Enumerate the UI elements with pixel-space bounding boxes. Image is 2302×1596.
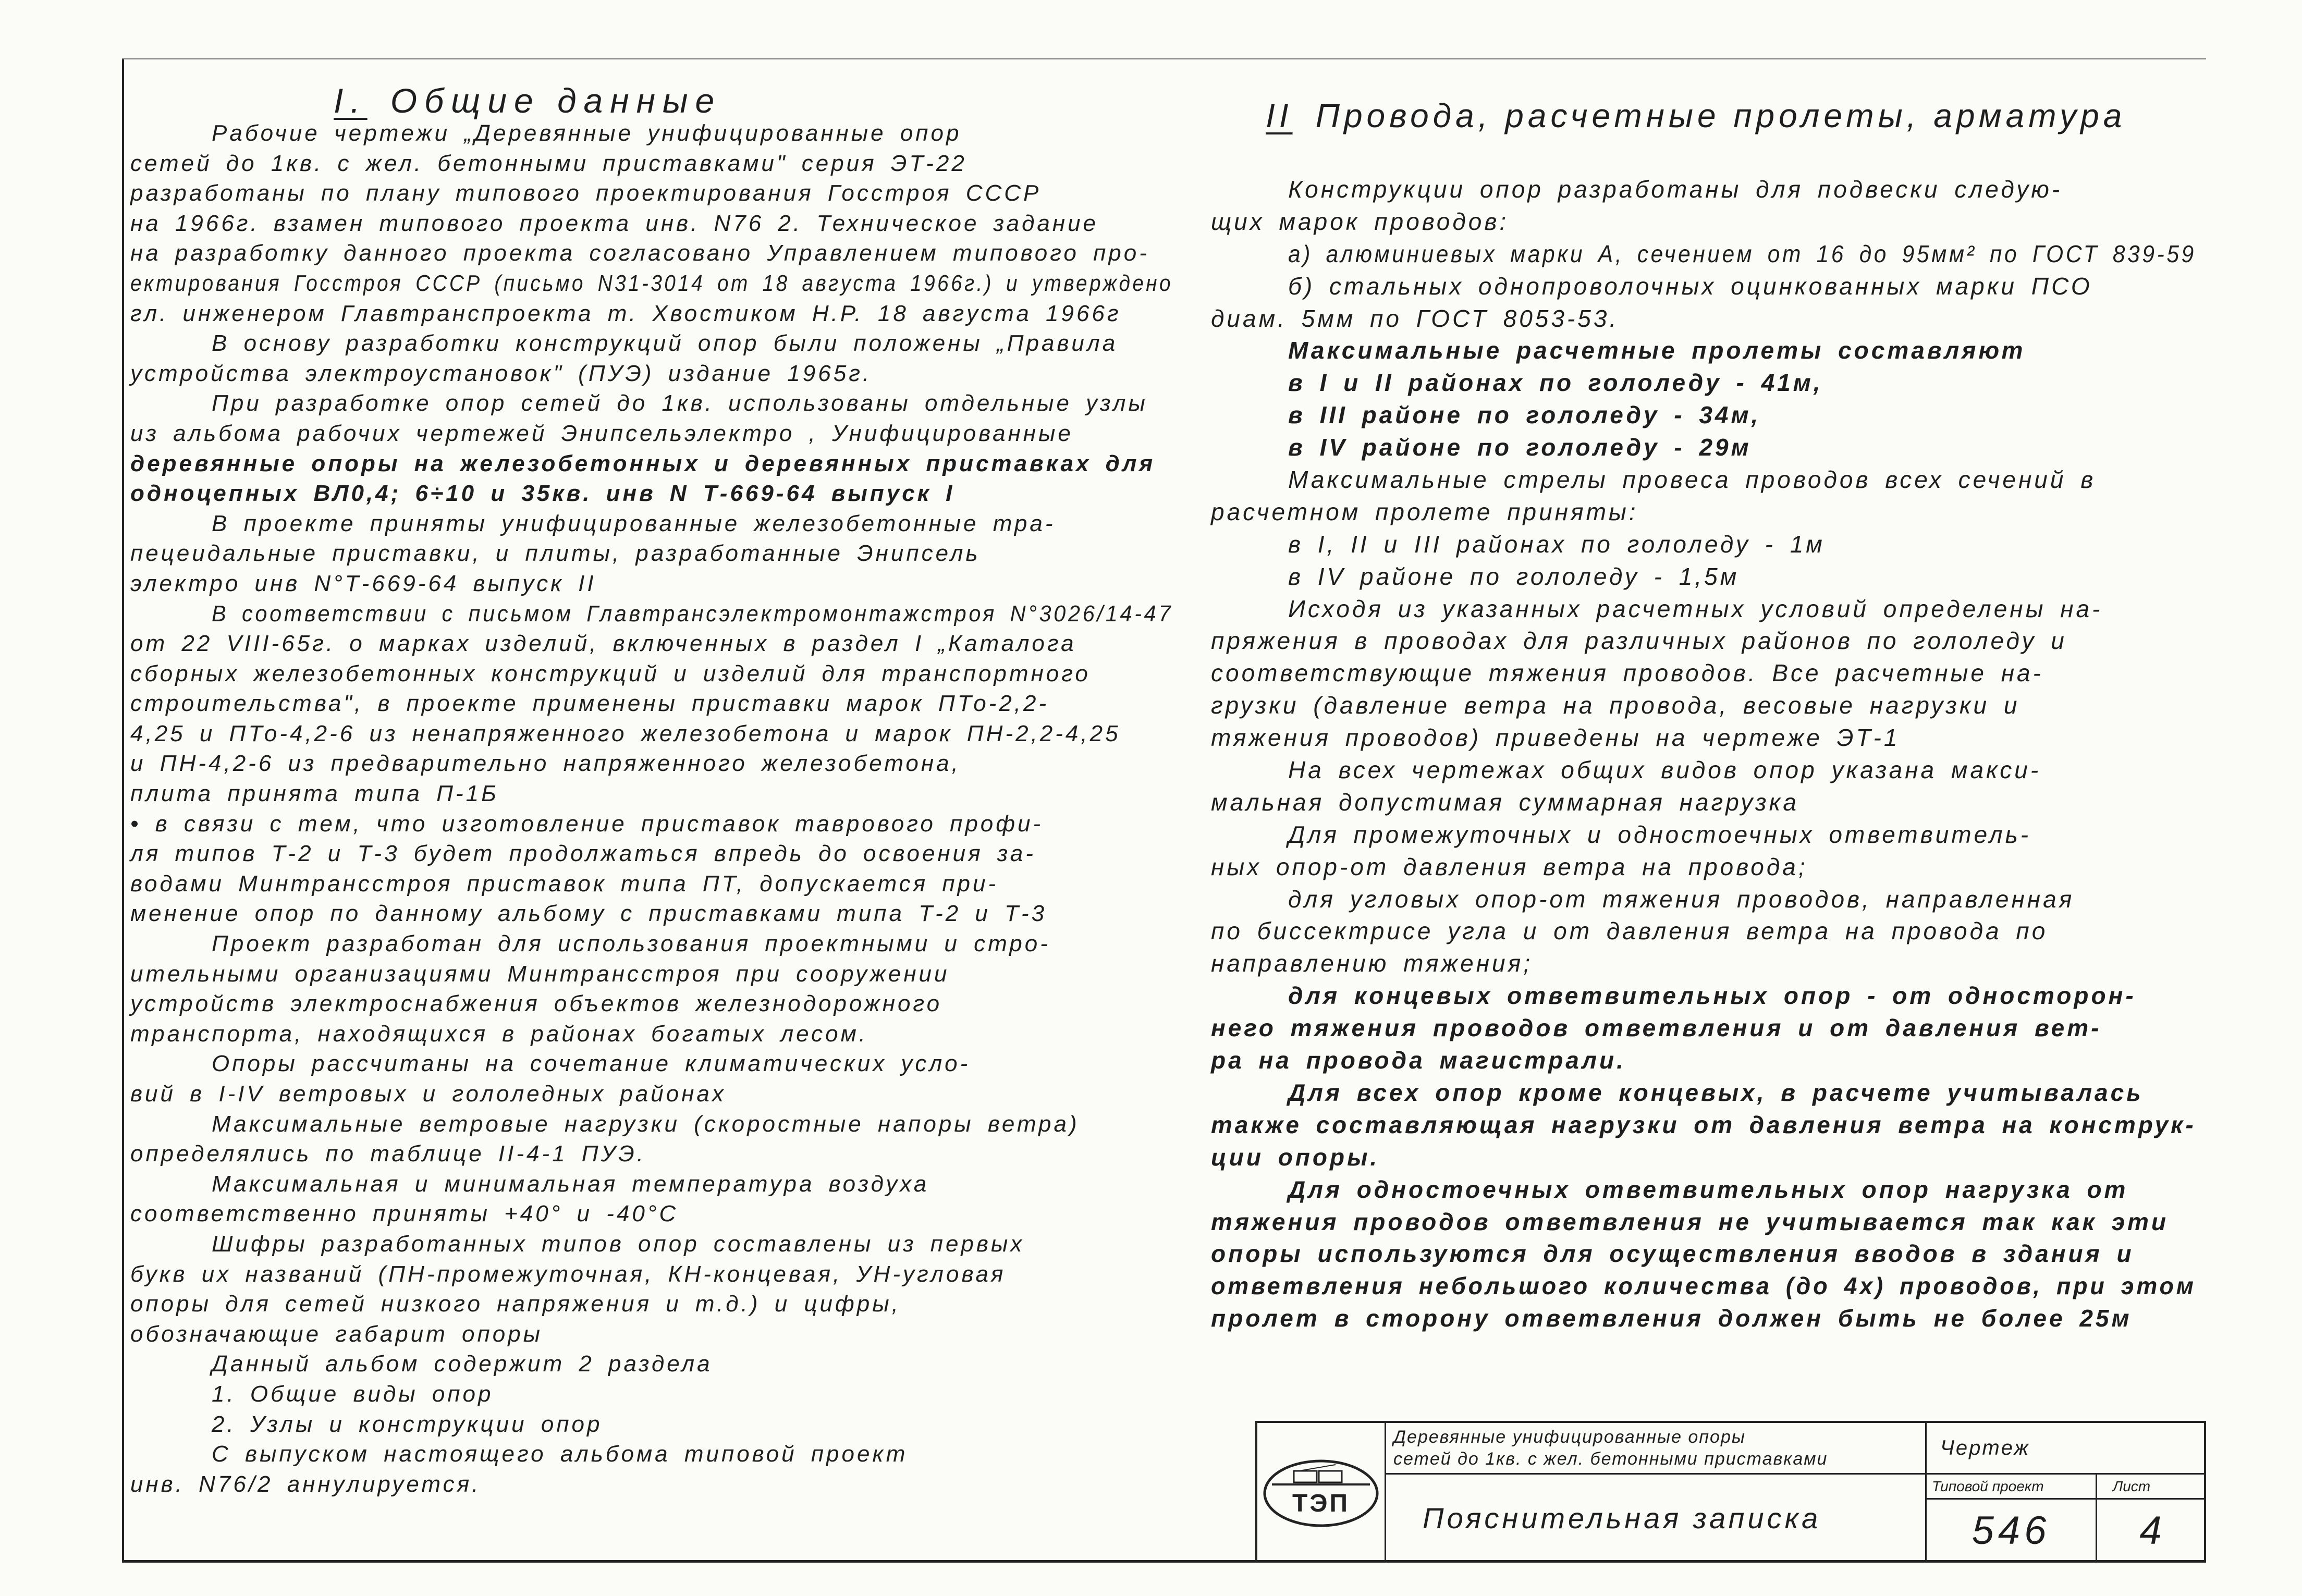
left-text-line-text: на разработку данного проекта согласовано Управлением типового про- <box>130 240 1149 266</box>
right-text-line-text: Максимальные стрелы провеса проводов всех сечений в <box>1288 466 2096 494</box>
sheet-label: Лист <box>2097 1475 2204 1500</box>
right-text-line-text: Для промежуточных и одностоечных ответвитель- <box>1288 820 2031 848</box>
left-text-line <box>130 569 1173 599</box>
right-text-line <box>1211 690 2196 722</box>
right-text-line-text: Исходя из указанных расчетных условий определены на- <box>1288 595 2103 622</box>
left-text-line-text: водами Минтрансстроя приставок типа ПТ, допускается при- <box>130 870 999 897</box>
left-text-line <box>130 1139 1173 1169</box>
right-text-line <box>1211 851 2196 883</box>
left-text-line <box>130 1229 1173 1259</box>
left-text-line-text: устройства электроустановок" (ПУЭ) издание 1965г. <box>130 360 872 386</box>
left-text-line-text: С выпуском настоящего альбома типовой проект <box>212 1441 908 1467</box>
right-text-line <box>1211 657 2196 690</box>
right-text-line <box>1211 367 2196 399</box>
left-text-line-text: строительства", в проекте применены приставки марок ПТо-2,2- <box>130 691 1049 717</box>
logo-cell <box>1257 1423 1386 1562</box>
left-text-line <box>130 388 1173 419</box>
sheet-number: 4 <box>2139 1508 2162 1553</box>
left-text-line-text: Максимальная и минимальная температура воздуха <box>212 1171 929 1197</box>
right-text-line-text: опоры используются для осуществления вводов в здания и <box>1211 1240 2134 1268</box>
right-text-line-text: по биссектрисе угла и от давления ветра на провода по <box>1211 917 2048 945</box>
left-text-line <box>130 449 1173 479</box>
left-text-line-text: гл. инженером Главтранспроекта т. Хвостиком Н.Р. 18 августа 1966г <box>130 300 1121 326</box>
left-text-line-text: опоры для сетей низкого напряжения и т.д.) и цифры, <box>130 1291 901 1317</box>
right-text-line <box>1211 432 2196 464</box>
right-text-line-text: соответствующие тяжения проводов. Все расчетные на- <box>1211 659 2043 687</box>
left-text-line-text: и ПН-4,2-6 из предварительно напряженного железобетона, <box>130 751 961 777</box>
right-text-line <box>1211 529 2196 561</box>
right-text-line <box>1211 980 2196 1012</box>
left-text-line <box>130 719 1173 749</box>
left-text-line <box>130 538 1173 569</box>
left-text-line <box>130 299 1173 329</box>
section-heading: Провода, расчетные пролеты, арматура <box>1315 97 2126 134</box>
left-text-line <box>130 899 1173 929</box>
left-text-line-text: обозначающие габарит опоры <box>130 1321 543 1347</box>
left-text-line <box>130 869 1173 899</box>
right-text-line-text: пролет в сторону ответвления должен быть не более 25м <box>1211 1305 2132 1332</box>
wires-spans-text <box>1211 174 2196 1335</box>
right-text-line <box>1211 1206 2196 1238</box>
left-text-line-text: В соответствии с письмом Главтрансэлектромонтажстроя N°3026/14-47 <box>212 600 1173 627</box>
left-text-line <box>130 149 1173 179</box>
left-text-line-text: инв. N76/2 аннулируется. <box>130 1471 481 1497</box>
right-text-line-text: него тяжения проводов ответвления и от давления вет- <box>1211 1014 2102 1042</box>
right-text-line <box>1211 399 2196 432</box>
left-text-line-text: устройств электроснабжения объектов железнодорожного <box>130 991 942 1017</box>
section-title-inner <box>1266 95 2126 137</box>
right-text-line-text: ных опор-от давления ветра на провода; <box>1211 853 1808 880</box>
left-text-line-text: В основу разработки конструкций опор были положены „Правила <box>212 330 1118 357</box>
frame-border-top <box>122 58 2206 59</box>
left-text-line-text: вий в I-IV ветровых и гололедных районах <box>130 1081 726 1107</box>
left-text-line-text: от 22 VIII-65г. о марках изделий, включенных в раздел I „Каталога <box>130 631 1076 657</box>
left-text-line <box>130 1289 1173 1319</box>
left-text-line-text: 1. Общие виды опор <box>212 1381 494 1407</box>
right-text-line <box>1211 206 2196 238</box>
section-title-wires <box>1266 95 2204 137</box>
right-text-line <box>1211 883 2196 916</box>
right-text-line <box>1211 787 2196 819</box>
logo-text: ТЭП <box>1292 1490 1350 1517</box>
section-number: II <box>1266 97 1293 134</box>
right-text-line-text: грузки (давление ветра на провода, весовые нагрузки и <box>1211 692 2020 719</box>
right-text-line <box>1211 948 2196 980</box>
right-text-line-text: также составляющая нагрузки от давления ветра на конструк- <box>1211 1111 2196 1138</box>
right-text-line-text: в IV районе по гололеду - 1,5м <box>1288 562 1740 590</box>
right-text-line-text: расчетном пролете приняты: <box>1211 498 1638 525</box>
left-text-line <box>130 1409 1173 1440</box>
left-text-line <box>130 178 1173 208</box>
right-text-line-text: в I и II районах по гололеду - 41м, <box>1288 369 1823 397</box>
right-text-line <box>1211 561 2196 593</box>
left-text-line <box>130 659 1173 689</box>
right-text-line-text: б) стальных однопроволочных оцинкованных марки ПСО <box>1288 272 2092 300</box>
left-text-line <box>130 1199 1173 1229</box>
sheet-title: Пояснительная записка <box>1386 1475 1927 1562</box>
left-text-line-text: В проекте приняты унифицированные железобетонные тра- <box>212 510 1056 536</box>
left-text-line <box>130 328 1173 359</box>
right-text-line <box>1211 1238 2196 1270</box>
right-text-line <box>1211 1045 2196 1077</box>
left-text-line <box>130 1349 1173 1379</box>
left-text-line <box>130 929 1173 959</box>
right-text-line <box>1211 238 2196 271</box>
left-text-line <box>130 478 1173 509</box>
left-text-line <box>130 509 1173 539</box>
right-text-line <box>1211 1077 2196 1109</box>
project-label: Типовой проект <box>1927 1475 2097 1500</box>
right-text-line <box>1211 1174 2196 1206</box>
right-text-line-text: Максимальные расчетные пролеты составляют <box>1288 337 2026 364</box>
left-text-line-text: определялись по таблице II-4-1 ПУЭ. <box>130 1141 646 1167</box>
frame-border-left <box>122 58 124 1563</box>
left-text-line-text: Опоры рассчитаны на сочетание климатических усло- <box>212 1051 971 1077</box>
left-text-line-text: букв их названий (ПН-промежуточная, КН-концевая, УН-угловая <box>130 1261 1006 1287</box>
left-text-line-text: Проект разработан для использования проектными и стро- <box>212 931 1050 957</box>
left-text-line <box>130 599 1173 629</box>
right-text-line <box>1211 1012 2196 1045</box>
left-text-line <box>130 1049 1173 1079</box>
album-description-line: сетей до 1кв. с жел. бетонными приставками <box>1393 1449 1828 1469</box>
left-text-line-text: транспорта, находящихся в районах богатых лесом. <box>130 1021 868 1047</box>
organization-logo <box>1257 1423 1382 1560</box>
left-text-line <box>130 1439 1173 1469</box>
right-text-line-text: Для одностоечных ответвительных опор нагрузка от <box>1288 1175 2128 1203</box>
right-text-line <box>1211 335 2196 367</box>
left-text-line-text: 4,25 и ПТо-4,2-6 из ненапряженного железобетона и марок ПН-2,2-4,25 <box>130 720 1121 746</box>
left-text-line-text: соответственно приняты +40° и -40°С <box>130 1201 679 1227</box>
album-description <box>1386 1423 1927 1475</box>
right-text-line-text: Для всех опор кроме концевых, в расчете учитывалась <box>1288 1078 2144 1106</box>
section-number: I. <box>334 81 368 120</box>
right-text-line <box>1211 593 2196 625</box>
left-text-line-text: сетей до 1кв. с жел. бетонными приставками" серия ЭТ-22 <box>130 150 967 176</box>
right-text-line <box>1211 303 2196 335</box>
left-text-line-text: При разработке опор сетей до 1кв. использованы отдельные узлы <box>212 390 1148 416</box>
project-number: 546 <box>1927 1500 2097 1562</box>
left-text-line-text: Данный альбом содержит 2 раздела <box>212 1351 713 1377</box>
right-text-line-text: тяжения проводов ответвления не учитывается так как эти <box>1211 1208 2169 1235</box>
right-text-line-text: щих марок проводов: <box>1211 207 1509 235</box>
right-text-line <box>1211 271 2196 303</box>
right-text-line-text: мальная допустимая суммарная нагрузка <box>1211 788 1799 816</box>
right-text-line-text: Конструкции опор разработаны для подвески следую- <box>1288 176 2063 203</box>
left-text-line <box>130 839 1173 869</box>
left-text-line-text: менение опор по данному альбому с приставками типа Т-2 и Т-3 <box>130 901 1047 927</box>
left-text-line <box>130 1079 1173 1109</box>
right-text-line-text: диам. 5мм по ГОСТ 8053-53. <box>1211 304 1619 332</box>
left-text-line-text: из альбома рабочих чертежей Энипсельэлектро , Унифицированные <box>130 420 1073 446</box>
left-text-line <box>130 1319 1173 1349</box>
left-text-line <box>130 1109 1173 1139</box>
left-text-line <box>130 118 1173 149</box>
right-text-line-text: а) алюминиевых марки А, сечением от 16 до 95мм² по ГОСТ 839-59 <box>1288 240 2196 267</box>
left-text-line <box>130 989 1173 1019</box>
right-text-line <box>1211 625 2196 657</box>
right-text-line <box>1211 464 2196 496</box>
left-text-line <box>130 1379 1173 1409</box>
right-text-line <box>1211 1109 2196 1141</box>
left-text-line <box>130 1019 1173 1049</box>
left-text-line-text: Шифры разработанных типов опор составлены из первых <box>212 1231 1025 1257</box>
left-text-line-text: электро инв N°Т-669-64 выпуск II <box>130 570 596 596</box>
left-text-line-text: ля типов Т-2 и Т-3 будет продолжаться впредь до освоения за- <box>130 841 1036 867</box>
right-text-line-text: в IV районе по гололеду - 29м <box>1288 434 1752 461</box>
left-text-line-text: на 1966г. взамен типового проекта инв. N76 2. Техническое задание <box>130 210 1099 236</box>
section-title-inner <box>334 80 721 121</box>
left-text-line <box>130 1259 1173 1290</box>
general-data-text <box>130 118 1173 1499</box>
left-text-line <box>130 268 1173 299</box>
left-text-line-text: ектирования Госстроя СССР (письмо N31-3014 от 18 августа 1966г.) и утверждено <box>130 270 1173 296</box>
left-text-line <box>130 809 1173 839</box>
right-text-line <box>1211 1141 2196 1174</box>
left-text-line <box>130 1469 1173 1500</box>
right-text-line <box>1211 722 2196 754</box>
left-text-line <box>130 689 1173 719</box>
left-text-line-text: деревянные опоры на железобетонных и деревянных приставках для <box>130 450 1156 476</box>
train-icon <box>1294 1471 1317 1482</box>
left-text-line-text: сборных железобетонных конструкций и изделий для транспортного <box>130 660 1091 686</box>
left-text-line <box>130 629 1173 659</box>
right-text-line-text: в I, II и III районах по гололеду - 1м <box>1288 530 1825 558</box>
right-text-line-text: ра на провода магистрали. <box>1211 1047 1626 1074</box>
right-text-line <box>1211 819 2196 851</box>
drawing-label: Чертеж <box>1927 1423 2204 1475</box>
right-text-line-text: пряжения в проводах для различных районов по гололеду и <box>1211 627 2067 655</box>
right-text-line-text: ответвления небольшого количества (до 4х) проводов, при этом <box>1211 1272 2196 1300</box>
left-text-line <box>130 779 1173 809</box>
left-text-line <box>130 419 1173 449</box>
right-text-line <box>1211 496 2196 529</box>
section-heading: Общие данные <box>390 81 722 120</box>
right-text-line-text: направлению тяжения; <box>1211 950 1533 977</box>
left-text-line-text: • в связи с тем, что изготовление приставок таврового профи- <box>130 811 1044 837</box>
right-text-line <box>1211 174 2196 206</box>
left-text-line-text: плита принята типа П-1Б <box>130 781 499 807</box>
left-text-line-text: 2. Узлы и конструкции опор <box>212 1411 603 1437</box>
right-text-line <box>1211 1270 2196 1303</box>
title-block <box>1255 1421 2206 1562</box>
left-text-line <box>130 208 1173 239</box>
right-text-line <box>1211 915 2196 948</box>
left-text-line-text: пецеидальные приставки, и плиты, разработанные Энипсель <box>130 541 981 567</box>
left-text-line <box>130 238 1173 268</box>
right-text-line-text: На всех чертежах общих видов опор указана макси- <box>1288 756 2041 784</box>
right-text-line-text: тяжения проводов) приведены на чертеже ЭТ-1 <box>1211 724 1900 752</box>
left-text-line <box>130 359 1173 389</box>
left-text-line-text: одноцепных ВЛ0,4; 6÷10 и 35кв. инв N Т-669-64 выпуск I <box>130 481 955 507</box>
right-text-line-text: для угловых опор-от тяжения проводов, направленная <box>1288 885 2075 913</box>
left-text-line-text: Рабочие чертежи „Деревянные унифицированные опор <box>212 120 962 146</box>
section-title-general <box>334 80 1147 121</box>
right-text-line-text: для концевых ответвительных опор - от односторон- <box>1288 982 2136 1010</box>
left-text-line-text: ительными организациями Минтрансстроя при сооружении <box>130 961 950 987</box>
catenary-wire-icon <box>1299 1465 1336 1471</box>
left-text-line <box>130 748 1173 779</box>
train-car-icon <box>1319 1471 1342 1482</box>
left-text-line-text: разработаны по плану типового проектирования Госстроя СССР <box>130 180 1042 206</box>
left-text-line <box>130 959 1173 989</box>
right-text-line-text: в III районе по гололеду - 34м, <box>1288 401 1761 429</box>
right-text-line <box>1211 754 2196 787</box>
album-description-line: Деревянные унифицированные опоры <box>1393 1427 1746 1447</box>
right-text-line <box>1211 1303 2196 1335</box>
left-text-line <box>130 1169 1173 1199</box>
left-text-line-text: Максимальные ветровые нагрузки (скоростные напоры ветра) <box>212 1111 1080 1137</box>
right-text-line-text: ции опоры. <box>1211 1143 1380 1171</box>
